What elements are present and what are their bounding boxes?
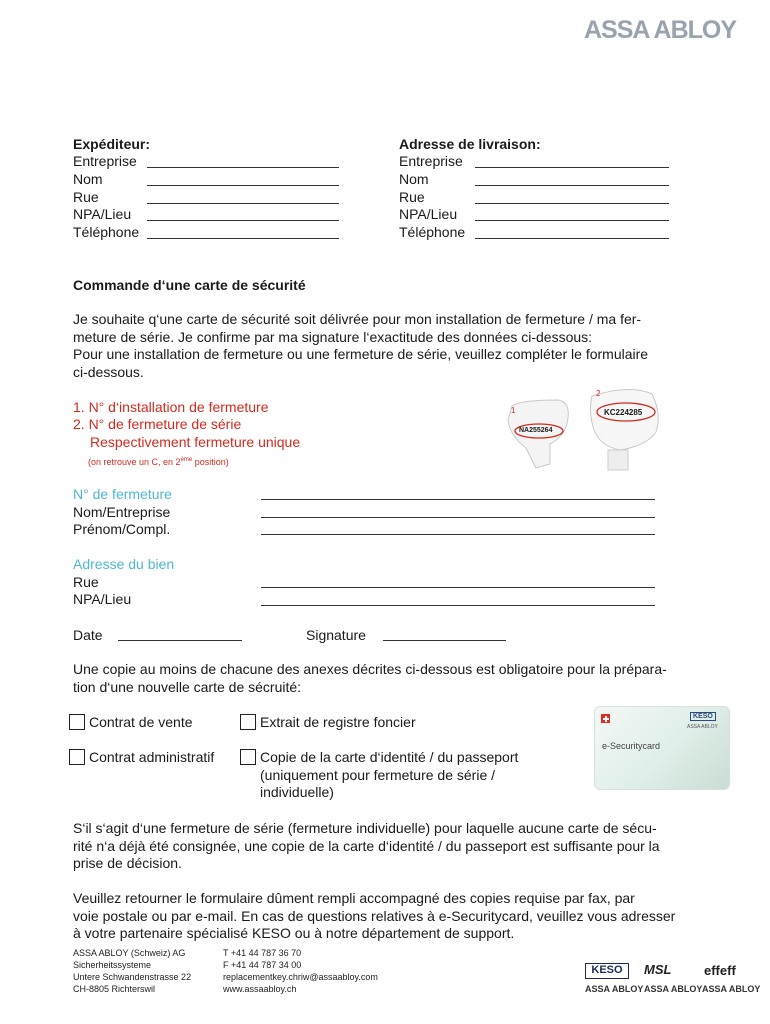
footer-address-line: Sicherheitssysteme [73,960,152,970]
sender-label-phone: Téléphone [73,224,140,240]
delivery-label-city: NPA/Lieu [399,206,458,222]
keso-assaabloy-sublogo: ASSA ABLOY [585,984,644,994]
assa-abloy-logo: ASSA ABLOY [584,16,737,44]
series-paragraph-line: rité n‘a déjà été consignée, une copie de la carte d‘identité / du passeport est suffisante pour la [73,837,660,854]
series-paragraph-line: S‘il s‘agit d‘une fermeture de série (fermeture individuelle) pour laquelle aucune carte de sécu- [73,820,657,836]
msl-assaabloy-sublogo: ASSA ABLOY [644,984,703,994]
closing-number-field[interactable] [261,499,655,500]
sender-label-city: NPA/Lieu [73,206,132,222]
key-label-2: 2 [596,389,601,398]
key-code-2: KC224285 [604,408,643,417]
annex-text-line: Une copie au moins de chacune des anexes décrites ci-dessous est obligatoire pour la prépara- [73,661,667,677]
sender-street-field[interactable] [147,203,339,204]
signature-field[interactable] [383,640,506,641]
delivery-label-company: Entreprise [399,153,463,169]
signature-label: Signature [306,627,366,643]
series-note-sup: ème [180,457,193,463]
property-heading: Adresse du bien [73,556,175,572]
footer-phone: T +41 44 787 36 70 [223,948,302,958]
card-assaabloy-logo: ASSA ABLOY [687,724,718,730]
footer-address-line: ASSA ABLOY (Schweiz) AG [73,948,186,958]
list-item-installation: 1. N° d‘installation de fermeture [73,399,269,415]
closing-label-company: Nom/Entreprise [73,504,171,520]
sender-title: Expéditeur: [73,136,151,152]
footer-address [73,947,191,995]
list-item-series: 2. N° de fermeture de série [73,416,242,432]
footer-address-line: Untere Schwandenstrasse 22 [73,972,192,982]
msl-logo: MSL [644,962,672,977]
annex-text-line: tion d‘une nouvelle carte de sécruité: [73,678,302,695]
option-land-register: Extrait de registre foncier [260,714,416,730]
effeff-assaabloy-sublogo: ASSA ABLOY [702,984,761,994]
delivery-company-field[interactable] [475,167,669,168]
list-item-unique: Respectivement fermeture unique [90,434,301,450]
series-paragraph [73,820,660,873]
key-code-1: NA255264 [519,427,553,434]
date-field[interactable] [118,640,242,641]
order-intro-line: Pour une installation de fermeture ou une fermeture de série, veuillez compléter le formulaire [73,346,649,363]
series-note [88,457,229,467]
date-label: Date [73,627,103,643]
sender-name-field[interactable] [147,185,339,186]
delivery-city-field[interactable] [475,220,669,221]
order-intro-line: ci-dessous. [73,363,144,380]
delivery-name-field[interactable] [475,185,669,186]
card-keso-logo: KESO [690,712,716,721]
swiss-flag-icon [601,714,610,723]
delivery-title: Adresse de livraison: [399,136,541,152]
closing-firstname-field[interactable] [261,534,655,535]
closing-heading: N° de fermeture [73,486,172,502]
sender-phone-field[interactable] [147,238,339,239]
option-id-copy-line: individuelle) [260,784,334,801]
series-paragraph-line: prise de décision. [73,855,182,872]
footer-contact [223,947,378,995]
checkbox-id-copy[interactable] [240,749,256,765]
delivery-label-phone: Téléphone [399,224,466,240]
esecuritycard-image [594,706,730,790]
checkbox-land-register[interactable] [240,714,256,730]
annex-text [73,661,667,696]
footer-address-line: CH-8805 Richterswil [73,984,156,994]
delivery-street-field[interactable] [475,203,669,204]
property-label-street: Rue [73,574,99,590]
sender-label-street: Rue [73,189,99,205]
series-note-text-end: position) [192,457,229,467]
footer-website-link[interactable]: www.assaabloy.ch [223,984,297,994]
property-label-city: NPA/Lieu [73,591,132,607]
closing-label-firstname: Prénom/Compl. [73,521,171,537]
key-label-1: 1 [511,406,516,415]
checkbox-sale-contract[interactable] [69,714,85,730]
sender-label-name: Nom [73,171,103,187]
order-intro-line: Je souhaite q‘une carte de sécurité soit délivrée pour mon installation de fermeture / ma fer- [73,311,642,327]
footer-email-link[interactable]: replacementkey.chriw@assaabloy.com [223,972,378,982]
delivery-label-street: Rue [399,189,425,205]
sender-company-field[interactable] [147,167,339,168]
option-sale-contract: Contrat de vente [89,714,193,730]
order-title: Commande d‘une carte de sécurité [73,277,306,293]
return-paragraph-line: Veuillez retourner le formulaire dûment rempli accompagné des copies requise par fax, par [73,890,635,906]
delivery-phone-field[interactable] [475,238,669,239]
property-city-field[interactable] [261,605,655,606]
option-admin-contract: Contrat administratif [89,749,215,765]
checkbox-admin-contract[interactable] [69,749,85,765]
delivery-label-name: Nom [399,171,429,187]
return-paragraph [73,890,675,943]
order-intro-line: meture de série. Je confirme par ma signature l‘exactitude des données ci-dessous: [73,328,593,345]
effeff-logo: effeff [704,963,736,978]
option-id-copy [260,749,518,802]
closing-company-field[interactable] [261,517,655,518]
property-street-field[interactable] [261,587,655,588]
sender-label-company: Entreprise [73,153,137,169]
return-paragraph-line: à votre partenaire spécialisé KESO ou à notre département de support. [73,925,515,942]
option-id-copy-line: (uniquement pour fermeture de série / [260,766,496,783]
option-id-copy-line: Copie de la carte d‘identité / du passeport [260,749,519,765]
sender-city-field[interactable] [147,220,339,221]
series-note-text: (on retrouve un C, en 2 [88,457,181,467]
order-intro [73,311,648,381]
footer-fax: F +41 44 787 34 00 [223,960,302,970]
keso-logo: KESO [585,963,629,979]
return-paragraph-line: voie postale ou par e-mail. En cas de questions relatives à e-Securitycard, veuillez vous adresser [73,907,676,924]
card-label: e-Securitycard [602,741,661,751]
